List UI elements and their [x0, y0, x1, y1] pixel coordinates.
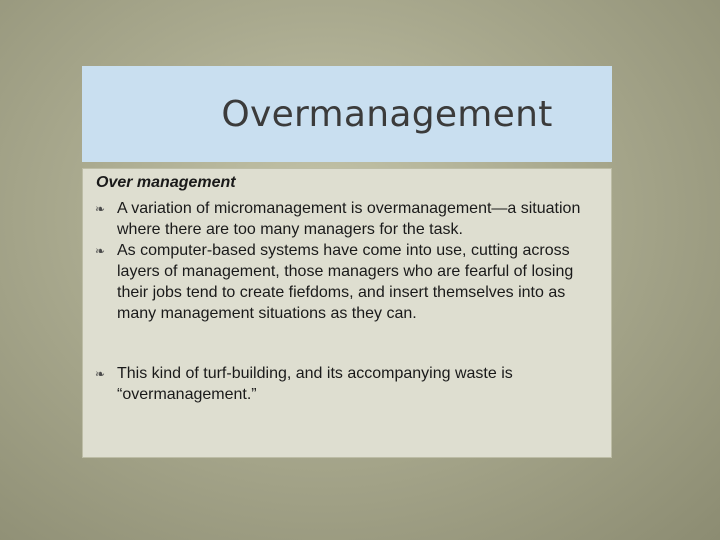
bullet-item [95, 363, 605, 405]
title-box [82, 66, 612, 162]
section-heading: Over management [96, 174, 236, 191]
slide-title: Overmanagement [221, 93, 553, 135]
bullet-text: As computer-based systems have come into use, cutting across layers of management, those managers who are fearful of losing their jobs tend to create fiefdoms, and insert themselves into as many management situations as they can. [117, 242, 574, 322]
bullet-item [95, 198, 605, 240]
content-box [82, 168, 612, 458]
bullet-text: This kind of turf-building, and its accompanying waste is “overmanagement.” [117, 365, 513, 403]
bullet-text: A variation of micromanagement is overmanagement—a situation where there are too many managers for the task. [117, 200, 581, 238]
leaf-bullet-icon: ❧ [95, 202, 106, 216]
bullet-item [95, 240, 605, 324]
leaf-bullet-icon: ❧ [95, 244, 106, 258]
leaf-bullet-icon: ❧ [95, 367, 106, 381]
